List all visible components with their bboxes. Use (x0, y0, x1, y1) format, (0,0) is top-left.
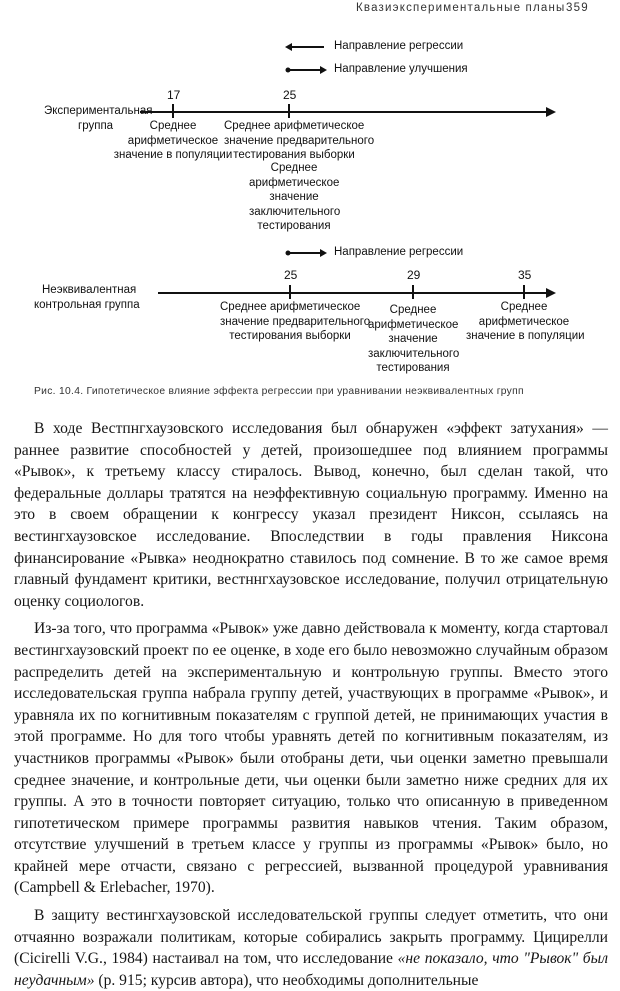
paragraph-2: Из-за того, что программа «Рывок» уже давно действовала к моменту, когда стартовал вестингхаузовский проект по ее оценке, в ходе его было невозможно случайным образом распределить детей на экспериментальную и контрольную группы. Вместо этого исследовательская группа набрала группу детей, участвующих в программе «Рывок», и уравняла их по когнитивным показателям с группой детей, не принимающих участия в этой программе. Но для того чтобы уравнять детей по когнитивным показателям, из участников программы «Рывок» были отобраны дети, чьи оценки заметно превышали среднее значение, и контрольные дети, чьи оценки были заметно ниже средних для их группы. А это в точности повторяет ситуацию, только что описанную в приведенном гипотетическом примере программы развития навыков чтения. Таким образом, отсутствие улучшений в третьем классе у группы из программы «Рывок» было, но крайней мере отчасти, связано с регрессией, вызванной процедурой уравнивания (Campbell & Erlebacher, 1970). (14, 620, 608, 897)
control-timeline (158, 285, 556, 299)
posttest-mean-note: Среднее арифметическое значение заключительного тестирования (249, 162, 341, 232)
arrow-left-icon (285, 43, 324, 51)
value-17: 17 (167, 88, 181, 102)
experimental-group-label: Экспериментальная группа (44, 105, 153, 132)
page-number: 359 (566, 2, 589, 14)
experimental-timeline (140, 104, 556, 118)
population-mean-note: Среднее арифметическое значение в популяции (113, 120, 233, 161)
pretest-mean-note: Среднее арифметическое значение предварительного тестирования выборки (224, 120, 375, 161)
legend-regression: Направление регрессии (334, 40, 464, 52)
control-population-note: Среднее арифметическое значение в популяции (466, 301, 585, 342)
value-25: 25 (283, 88, 297, 102)
body-text (14, 418, 608, 991)
paragraph-3: В защиту вестингхаузовской исследовательской группы следует отметить, что они отчаянно возражали политикам, которые собирались закрыть программу. Цицирелли (Cicirelli V.G., 1984) настаивал на том, что исследование «не показало, что "Рывок" был неудачным» (р. 915; курсив автора), что необходимы дополнительные (14, 907, 608, 989)
control-pretest-note: Среднее арифметическое значение предварительного тестирования выборки (220, 301, 371, 342)
value-35: 35 (518, 268, 532, 282)
emphasis-quote: «не показало, что "Рывок" был неудачным» (14, 950, 608, 989)
legend-regression-bottom: Направление регрессии (334, 246, 464, 258)
figure-caption: Рис. 10.4. Гипотетическое влияние эффекта регрессии при уравнивании неэквивалентных групп (34, 386, 524, 397)
running-title: Квазиэкспериментальные планы (356, 2, 566, 14)
control-group-label: Неэквивалентная контрольная группа (34, 284, 140, 311)
arrow-right-icon (286, 249, 328, 257)
paragraph-1: В ходе Вестпнгхаузовского исследования был обнаружен «эффект затухания» — раннее развитие способностей у детей, произошедшее под влиянием программы «Рывок», к третьему классу стиралось. Вывод, конечно, был сделан такой, что федеральные доллары тратятся на неэффективную социальную программу. Именно на это в своем обращении к конгрессу указал президент Никсон, ссылаясь на вестингхаузовское исследование. Впоследствии в годы правления Никсона финансирование «Рывка» неоднократно ставилось под сомнение. В то же самое время главный фундамент критики, вестннгхаузовское исследование, получил отрицательную оценку социологов. (14, 420, 608, 610)
control-posttest-note: Среднее арифметическое значение заключительного тестирования (368, 304, 460, 374)
value-29: 29 (407, 268, 421, 282)
arrow-right-icon (286, 66, 328, 74)
legend-improvement: Направление улучшения (334, 63, 468, 75)
value-25-control: 25 (284, 268, 298, 282)
